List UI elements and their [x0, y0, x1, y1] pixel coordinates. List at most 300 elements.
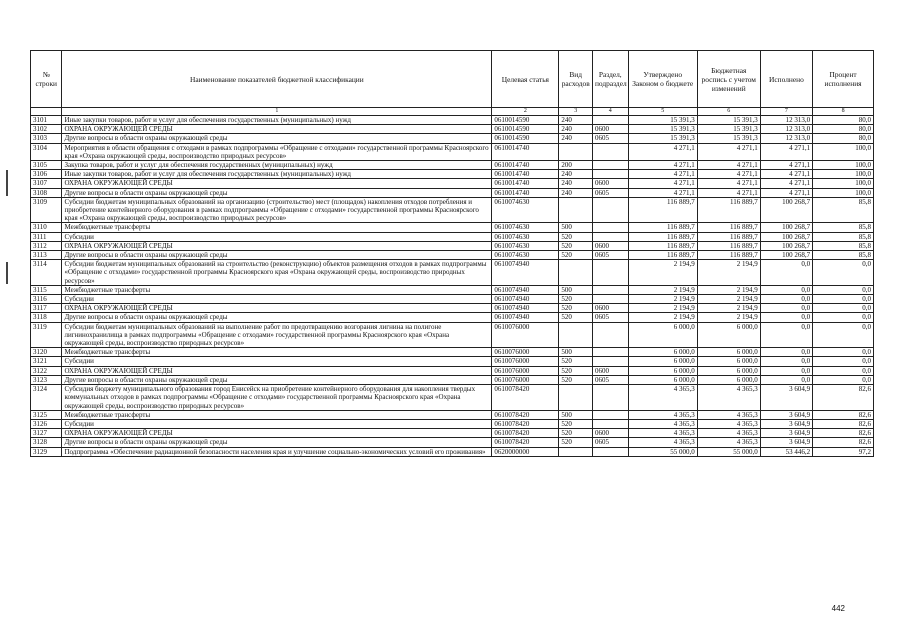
- approved-amount-cell: 6 000,0: [628, 375, 697, 384]
- row-number-cell: 3108: [31, 188, 62, 197]
- expense-kind-cell: [559, 197, 593, 223]
- indicator-name-cell: Закупка товаров, работ и услуг для обеспечения государственных (муниципальных) нужд: [62, 161, 492, 170]
- table-row: [31, 223, 874, 232]
- target-article-cell: 0610014740: [492, 188, 559, 197]
- column-number: 7: [760, 108, 812, 116]
- executed-amount-cell: 3 604,9: [760, 419, 812, 428]
- budget-amount-cell: 116 889,7: [697, 223, 760, 232]
- row-number-cell: 3114: [31, 260, 62, 286]
- column-number: 5: [628, 108, 697, 116]
- indicator-name-cell: ОХРАНА ОКРУЖАЮЩЕЙ СРЕДЫ: [62, 429, 492, 438]
- approved-amount-cell: 15 391,3: [628, 116, 697, 125]
- expense-kind-cell: 520: [559, 232, 593, 241]
- expense-kind-cell: 520: [559, 419, 593, 428]
- expense-kind-cell: 520: [559, 241, 593, 250]
- section-cell: [592, 322, 628, 348]
- budget-amount-cell: 2 194,9: [697, 295, 760, 304]
- approved-amount-cell: 15 391,3: [628, 134, 697, 143]
- percent-cell: 0,0: [813, 348, 874, 357]
- percent-cell: 97,2: [813, 447, 874, 456]
- row-number-cell: 3118: [31, 313, 62, 322]
- row-number-cell: 3116: [31, 295, 62, 304]
- table-header-row: [31, 51, 874, 108]
- header-executed: Исполнено: [760, 51, 812, 108]
- percent-cell: 100,0: [813, 179, 874, 188]
- percent-cell: 80,0: [813, 125, 874, 134]
- column-number: [31, 108, 62, 116]
- approved-amount-cell: 116 889,7: [628, 223, 697, 232]
- indicator-name-cell: Субсидии бюджетам муниципальных образований на выполнение работ по предотвращению возгорания лигнина на полигоне лигнинохранилища в рамках подпрограммы «Обращение с отходами» государственной программы Красноярского края «Охрана окружающей среды, воспроизводство природных ресурсов»: [62, 322, 492, 348]
- expense-kind-cell: 520: [559, 251, 593, 260]
- budget-amount-cell: 4 271,1: [697, 179, 760, 188]
- column-number-row: [31, 108, 874, 116]
- budget-amount-cell: 15 391,3: [697, 125, 760, 134]
- section-cell: 0600: [592, 125, 628, 134]
- table-row: [31, 375, 874, 384]
- expense-kind-cell: 500: [559, 285, 593, 294]
- indicator-name-cell: Субсидия бюджету муниципального образования город Енисейск на приобретение контейнерного оборудования для накопления твердых коммунальных отходов в рамках подпрограммы «Обращение с отходами» государственной программы Красноярского края «Охрана окружающей среды, воспроизводство природных ресурсов»: [62, 385, 492, 411]
- percent-cell: 85,8: [813, 241, 874, 250]
- budget-amount-cell: 6 000,0: [697, 375, 760, 384]
- column-number: 3: [559, 108, 593, 116]
- expense-kind-cell: 240: [559, 125, 593, 134]
- section-cell: [592, 348, 628, 357]
- budget-amount-cell: 4 365,3: [697, 410, 760, 419]
- indicator-name-cell: Субсидии бюджетам муниципальных образований на строительство (реконструкцию) объектов размещения отходов в рамках подпрограммы «Обращение с отходами» государственной программы Красноярского края «Охрана окружающей среды, воспроизводство природных ресурсов»: [62, 260, 492, 286]
- section-cell: 0605: [592, 134, 628, 143]
- budget-amount-cell: 4 271,1: [697, 170, 760, 179]
- table-row: [31, 232, 874, 241]
- budget-amount-cell: 4 365,3: [697, 438, 760, 447]
- table-row: [31, 410, 874, 419]
- target-article-cell: 0610074940: [492, 260, 559, 286]
- column-number: 4: [592, 108, 628, 116]
- row-number-cell: 3129: [31, 447, 62, 456]
- budget-amount-cell: 15 391,3: [697, 134, 760, 143]
- expense-kind-cell: [559, 143, 593, 160]
- row-number-cell: 3109: [31, 197, 62, 223]
- target-article-cell: 0610076000: [492, 322, 559, 348]
- approved-amount-cell: 55 000,0: [628, 447, 697, 456]
- table-row: [31, 170, 874, 179]
- executed-amount-cell: 12 313,0: [760, 116, 812, 125]
- target-article-cell: 0610014590: [492, 134, 559, 143]
- target-article-cell: 0610078420: [492, 385, 559, 411]
- executed-amount-cell: 53 446,2: [760, 447, 812, 456]
- section-cell: [592, 143, 628, 160]
- section-cell: [592, 170, 628, 179]
- row-number-cell: 3103: [31, 134, 62, 143]
- budget-amount-cell: 6 000,0: [697, 348, 760, 357]
- target-article-cell: 0620000000: [492, 447, 559, 456]
- budget-amount-cell: 116 889,7: [697, 251, 760, 260]
- expense-kind-cell: 240: [559, 134, 593, 143]
- approved-amount-cell: 116 889,7: [628, 232, 697, 241]
- executed-amount-cell: 4 271,1: [760, 161, 812, 170]
- target-article-cell: 0610074940: [492, 285, 559, 294]
- budget-amount-cell: 15 391,3: [697, 116, 760, 125]
- indicator-name-cell: Межбюджетные трансферты: [62, 223, 492, 232]
- header-indicator-name: Наименование показателей бюджетной классификации: [62, 51, 492, 108]
- percent-cell: 85,8: [813, 251, 874, 260]
- expense-kind-cell: 240: [559, 179, 593, 188]
- indicator-name-cell: ОХРАНА ОКРУЖАЮЩЕЙ СРЕДЫ: [62, 125, 492, 134]
- approved-amount-cell: 15 391,3: [628, 125, 697, 134]
- approved-amount-cell: 4 271,1: [628, 170, 697, 179]
- executed-amount-cell: 4 271,1: [760, 179, 812, 188]
- expense-kind-cell: 520: [559, 429, 593, 438]
- target-article-cell: 0610074630: [492, 232, 559, 241]
- executed-amount-cell: 0,0: [760, 366, 812, 375]
- row-number-cell: 3111: [31, 232, 62, 241]
- budget-amount-cell: 4 365,3: [697, 419, 760, 428]
- approved-amount-cell: 4 365,3: [628, 410, 697, 419]
- percent-cell: 80,0: [813, 116, 874, 125]
- expense-kind-cell: 520: [559, 366, 593, 375]
- expense-kind-cell: 500: [559, 223, 593, 232]
- indicator-name-cell: Другие вопросы в области охраны окружающей среды: [62, 188, 492, 197]
- approved-amount-cell: 2 194,9: [628, 295, 697, 304]
- indicator-name-cell: Субсидии: [62, 232, 492, 241]
- header-percent: Процент исполнения: [813, 51, 874, 108]
- section-cell: 0605: [592, 438, 628, 447]
- section-cell: [592, 232, 628, 241]
- percent-cell: 82,6: [813, 410, 874, 419]
- budget-amount-cell: 4 365,3: [697, 429, 760, 438]
- column-number: 2: [492, 108, 559, 116]
- budget-amount-cell: 4 271,1: [697, 161, 760, 170]
- table-row: [31, 134, 874, 143]
- section-cell: [592, 116, 628, 125]
- row-number-cell: 3124: [31, 385, 62, 411]
- target-article-cell: 0610014590: [492, 116, 559, 125]
- target-article-cell: 0610074940: [492, 304, 559, 313]
- indicator-name-cell: ОХРАНА ОКРУЖАЮЩЕЙ СРЕДЫ: [62, 241, 492, 250]
- section-cell: [592, 419, 628, 428]
- table-row: [31, 357, 874, 366]
- target-article-cell: 0610074940: [492, 313, 559, 322]
- approved-amount-cell: 4 271,1: [628, 143, 697, 160]
- budget-table: [30, 50, 874, 457]
- target-article-cell: 0610014740: [492, 170, 559, 179]
- target-article-cell: 0610076000: [492, 375, 559, 384]
- row-number-cell: 3121: [31, 357, 62, 366]
- executed-amount-cell: 12 313,0: [760, 125, 812, 134]
- section-cell: 0605: [592, 188, 628, 197]
- row-number-cell: 3107: [31, 179, 62, 188]
- row-number-cell: 3104: [31, 143, 62, 160]
- table-row: [31, 348, 874, 357]
- row-number-cell: 3128: [31, 438, 62, 447]
- approved-amount-cell: 116 889,7: [628, 241, 697, 250]
- section-cell: [592, 385, 628, 411]
- expense-kind-cell: [559, 447, 593, 456]
- percent-cell: 85,8: [813, 197, 874, 223]
- row-number-cell: 3120: [31, 348, 62, 357]
- target-article-cell: 0610078420: [492, 410, 559, 419]
- percent-cell: 100,0: [813, 188, 874, 197]
- table-row: [31, 313, 874, 322]
- section-cell: [592, 357, 628, 366]
- target-article-cell: 0610074630: [492, 251, 559, 260]
- budget-amount-cell: 2 194,9: [697, 285, 760, 294]
- executed-amount-cell: 4 271,1: [760, 188, 812, 197]
- row-number-cell: 3117: [31, 304, 62, 313]
- row-number-cell: 3105: [31, 161, 62, 170]
- executed-amount-cell: 12 313,0: [760, 134, 812, 143]
- budget-amount-cell: 6 000,0: [697, 366, 760, 375]
- table-row: [31, 304, 874, 313]
- target-article-cell: 0610078420: [492, 438, 559, 447]
- executed-amount-cell: 4 271,1: [760, 170, 812, 179]
- row-number-cell: 3101: [31, 116, 62, 125]
- approved-amount-cell: 4 365,3: [628, 429, 697, 438]
- table-body: [31, 116, 874, 457]
- section-cell: [592, 410, 628, 419]
- table-row: [31, 285, 874, 294]
- executed-amount-cell: 0,0: [760, 260, 812, 286]
- section-cell: [592, 295, 628, 304]
- table-row: [31, 251, 874, 260]
- section-cell: [592, 285, 628, 294]
- indicator-name-cell: Иные закупки товаров, работ и услуг для обеспечения государственных (муниципальных) нужд: [62, 116, 492, 125]
- section-cell: [592, 197, 628, 223]
- approved-amount-cell: 2 194,9: [628, 285, 697, 294]
- section-cell: 0600: [592, 241, 628, 250]
- section-cell: 0600: [592, 366, 628, 375]
- expense-kind-cell: [559, 260, 593, 286]
- executed-amount-cell: 3 604,9: [760, 438, 812, 447]
- header-expense-kind: Вид расходов: [559, 51, 593, 108]
- target-article-cell: 0610076000: [492, 348, 559, 357]
- budget-amount-cell: 2 194,9: [697, 313, 760, 322]
- approved-amount-cell: 6 000,0: [628, 348, 697, 357]
- executed-amount-cell: 0,0: [760, 304, 812, 313]
- percent-cell: 0,0: [813, 357, 874, 366]
- section-cell: [592, 260, 628, 286]
- target-article-cell: 0610014590: [492, 125, 559, 134]
- indicator-name-cell: Иные закупки товаров, работ и услуг для обеспечения государственных (муниципальных) нужд: [62, 170, 492, 179]
- target-article-cell: 0610074630: [492, 241, 559, 250]
- table-row: [31, 241, 874, 250]
- binding-mark-top: [6, 170, 8, 196]
- indicator-name-cell: Другие вопросы в области охраны окружающей среды: [62, 134, 492, 143]
- executed-amount-cell: 3 604,9: [760, 410, 812, 419]
- table-row: [31, 179, 874, 188]
- section-cell: 0600: [592, 429, 628, 438]
- binding-mark-bottom: [6, 262, 8, 284]
- table-row: [31, 161, 874, 170]
- expense-kind-cell: 520: [559, 438, 593, 447]
- executed-amount-cell: 100 268,7: [760, 197, 812, 223]
- target-article-cell: 0610078420: [492, 419, 559, 428]
- indicator-name-cell: Субсидии: [62, 295, 492, 304]
- target-article-cell: 0610074630: [492, 223, 559, 232]
- approved-amount-cell: 6 000,0: [628, 322, 697, 348]
- table-row: [31, 447, 874, 456]
- indicator-name-cell: Субсидии: [62, 419, 492, 428]
- row-number-cell: 3106: [31, 170, 62, 179]
- executed-amount-cell: 4 271,1: [760, 143, 812, 160]
- column-number: 6: [697, 108, 760, 116]
- table-row: [31, 143, 874, 160]
- table-row: [31, 295, 874, 304]
- table-row: [31, 125, 874, 134]
- expense-kind-cell: 200: [559, 161, 593, 170]
- approved-amount-cell: 4 271,1: [628, 161, 697, 170]
- expense-kind-cell: 240: [559, 188, 593, 197]
- section-cell: 0605: [592, 313, 628, 322]
- executed-amount-cell: 0,0: [760, 375, 812, 384]
- expense-kind-cell: 520: [559, 357, 593, 366]
- expense-kind-cell: [559, 322, 593, 348]
- target-article-cell: 0610074940: [492, 295, 559, 304]
- approved-amount-cell: 4 365,3: [628, 438, 697, 447]
- row-number-cell: 3112: [31, 241, 62, 250]
- table-row: [31, 385, 874, 411]
- header-section: Раздел, подраздел: [592, 51, 628, 108]
- indicator-name-cell: Межбюджетные трансферты: [62, 348, 492, 357]
- row-number-cell: 3110: [31, 223, 62, 232]
- executed-amount-cell: 3 604,9: [760, 429, 812, 438]
- expense-kind-cell: 520: [559, 375, 593, 384]
- section-cell: [592, 161, 628, 170]
- table-row: [31, 116, 874, 125]
- table-row: [31, 260, 874, 286]
- section-cell: [592, 447, 628, 456]
- header-row-number: № строки: [31, 51, 62, 108]
- approved-amount-cell: 6 000,0: [628, 366, 697, 375]
- budget-amount-cell: 116 889,7: [697, 197, 760, 223]
- percent-cell: 80,0: [813, 134, 874, 143]
- percent-cell: 0,0: [813, 366, 874, 375]
- expense-kind-cell: 500: [559, 348, 593, 357]
- percent-cell: 100,0: [813, 143, 874, 160]
- row-number-cell: 3123: [31, 375, 62, 384]
- indicator-name-cell: Межбюджетные трансферты: [62, 410, 492, 419]
- executed-amount-cell: 100 268,7: [760, 251, 812, 260]
- expense-kind-cell: 520: [559, 313, 593, 322]
- indicator-name-cell: Субсидии: [62, 357, 492, 366]
- indicator-name-cell: Другие вопросы в области охраны окружающей среды: [62, 251, 492, 260]
- indicator-name-cell: Подпрограмма «Обеспечение радиационной безопасности населения края и улучшение социально-экономических условий его проживания»: [62, 447, 492, 456]
- row-number-cell: 3125: [31, 410, 62, 419]
- executed-amount-cell: 100 268,7: [760, 232, 812, 241]
- budget-table-page: [30, 50, 874, 457]
- executed-amount-cell: 0,0: [760, 295, 812, 304]
- expense-kind-cell: 240: [559, 116, 593, 125]
- indicator-name-cell: ОХРАНА ОКРУЖАЮЩЕЙ СРЕДЫ: [62, 366, 492, 375]
- section-cell: 0600: [592, 179, 628, 188]
- executed-amount-cell: 0,0: [760, 322, 812, 348]
- section-cell: 0605: [592, 251, 628, 260]
- executed-amount-cell: 0,0: [760, 357, 812, 366]
- approved-amount-cell: 4 271,1: [628, 179, 697, 188]
- approved-amount-cell: 6 000,0: [628, 357, 697, 366]
- target-article-cell: 0610078420: [492, 429, 559, 438]
- executed-amount-cell: 100 268,7: [760, 223, 812, 232]
- percent-cell: 0,0: [813, 304, 874, 313]
- header-target-article: Целевая статья: [492, 51, 559, 108]
- percent-cell: 82,6: [813, 385, 874, 411]
- target-article-cell: 0610076000: [492, 357, 559, 366]
- table-row: [31, 366, 874, 375]
- budget-amount-cell: 116 889,7: [697, 232, 760, 241]
- percent-cell: 82,6: [813, 419, 874, 428]
- table-row: [31, 419, 874, 428]
- section-cell: [592, 223, 628, 232]
- row-number-cell: 3113: [31, 251, 62, 260]
- table-row: [31, 429, 874, 438]
- row-number-cell: 3122: [31, 366, 62, 375]
- table-row: [31, 188, 874, 197]
- row-number-cell: 3126: [31, 419, 62, 428]
- percent-cell: 0,0: [813, 313, 874, 322]
- column-number: 1: [62, 108, 492, 116]
- budget-amount-cell: 116 889,7: [697, 241, 760, 250]
- executed-amount-cell: 0,0: [760, 313, 812, 322]
- budget-amount-cell: 4 271,1: [697, 143, 760, 160]
- indicator-name-cell: Мероприятия в области обращения с отходами в рамках подпрограммы «Обращение с отходами» государственной программы Красноярского края «Охрана окружающей среды, воспроизводство природных ресурсов»: [62, 143, 492, 160]
- approved-amount-cell: 4 365,3: [628, 385, 697, 411]
- row-number-cell: 3127: [31, 429, 62, 438]
- indicator-name-cell: ОХРАНА ОКРУЖАЮЩЕЙ СРЕДЫ: [62, 304, 492, 313]
- expense-kind-cell: [559, 385, 593, 411]
- budget-amount-cell: 6 000,0: [697, 322, 760, 348]
- approved-amount-cell: 2 194,9: [628, 313, 697, 322]
- approved-amount-cell: 116 889,7: [628, 197, 697, 223]
- indicator-name-cell: Другие вопросы в области охраны окружающей среды: [62, 438, 492, 447]
- expense-kind-cell: 520: [559, 304, 593, 313]
- indicator-name-cell: Межбюджетные трансферты: [62, 285, 492, 294]
- section-cell: 0605: [592, 375, 628, 384]
- approved-amount-cell: 2 194,9: [628, 260, 697, 286]
- target-article-cell: 0610014740: [492, 179, 559, 188]
- approved-amount-cell: 116 889,7: [628, 251, 697, 260]
- page-number: 442: [831, 604, 845, 613]
- approved-amount-cell: 2 194,9: [628, 304, 697, 313]
- budget-amount-cell: 6 000,0: [697, 357, 760, 366]
- table-row: [31, 438, 874, 447]
- percent-cell: 85,8: [813, 223, 874, 232]
- approved-amount-cell: 4 271,1: [628, 188, 697, 197]
- percent-cell: 0,0: [813, 375, 874, 384]
- percent-cell: 85,8: [813, 232, 874, 241]
- header-approved: Утверждено Законом о бюджете: [628, 51, 697, 108]
- expense-kind-cell: 240: [559, 170, 593, 179]
- table-row: [31, 322, 874, 348]
- row-number-cell: 3115: [31, 285, 62, 294]
- indicator-name-cell: Другие вопросы в области охраны окружающей среды: [62, 313, 492, 322]
- budget-amount-cell: 55 000,0: [697, 447, 760, 456]
- percent-cell: 0,0: [813, 260, 874, 286]
- section-cell: 0600: [592, 304, 628, 313]
- budget-amount-cell: 2 194,9: [697, 260, 760, 286]
- target-article-cell: 0610014740: [492, 143, 559, 160]
- percent-cell: 100,0: [813, 161, 874, 170]
- target-article-cell: 0610076000: [492, 366, 559, 375]
- percent-cell: 82,6: [813, 429, 874, 438]
- budget-amount-cell: 4 271,1: [697, 188, 760, 197]
- indicator-name-cell: ОХРАНА ОКРУЖАЮЩЕЙ СРЕДЫ: [62, 179, 492, 188]
- percent-cell: 0,0: [813, 295, 874, 304]
- budget-amount-cell: 4 365,3: [697, 385, 760, 411]
- table-row: [31, 197, 874, 223]
- percent-cell: 100,0: [813, 170, 874, 179]
- percent-cell: 82,6: [813, 438, 874, 447]
- header-budget-list: Бюджетная роспись с учетом изменений: [697, 51, 760, 108]
- executed-amount-cell: 100 268,7: [760, 241, 812, 250]
